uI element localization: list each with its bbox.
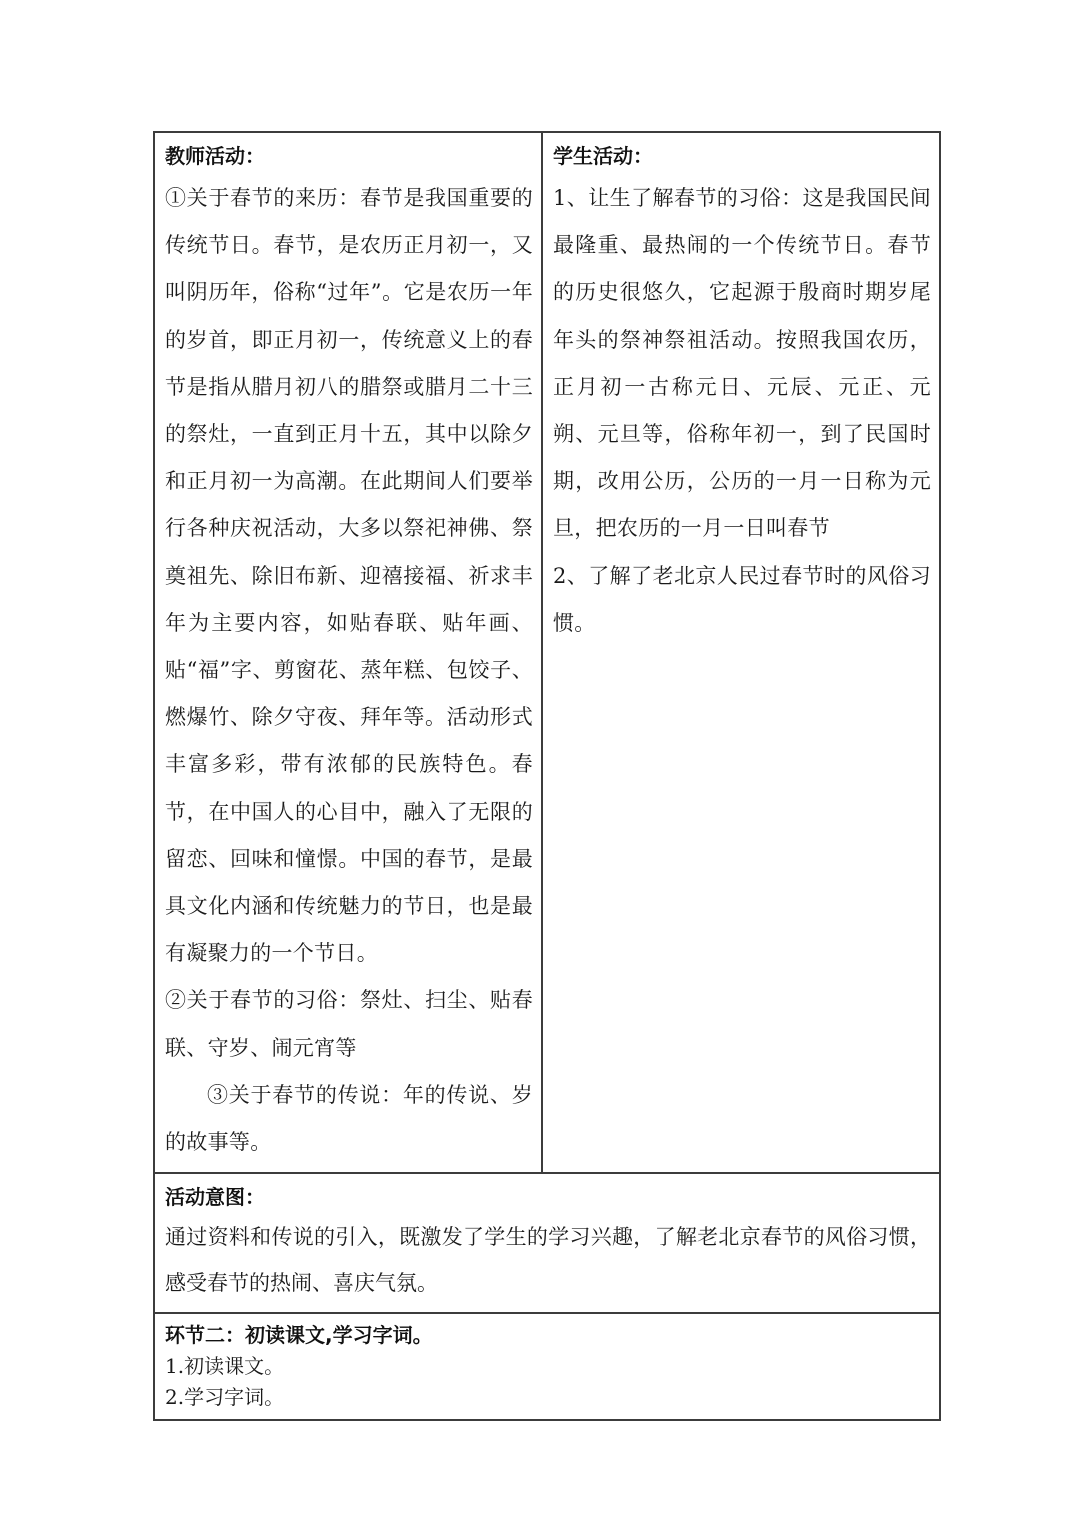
student-paragraph-1: 1、让生了解春节的习俗：这是我国民间最隆重、最热闹的一个传统节日。春节的历史很悠久，它起源于殷商时期岁尾年头的祭神祭祖活动。按照我国农历，正月初一古称元日、元辰、元正、元朔、元旦等，俗称年初一，到了民国时期，改用公历，公历的一月一日称为元旦，把农历的一月一日叫春节 (553, 186, 931, 541)
step-item-1: 1.初读课文。 (165, 1354, 285, 1379)
teacher-paragraph-origin: ①关于春节的来历：春节是我国重要的传统节日。春节，是农历正月初一，又叫阴历年，俗称“过年”。它是农历一年的岁首，即正月初一，传统意义上的春节是指从腊月初八的腊祭或腊月二十三的祭灶，一直到正月十五，其中以除夕和正月初一为高潮。在此期间人们要举行各种庆祝活动，大多以祭祀神佛、祭奠祖先、除旧布新、迎禧接福、祈求丰年为主要内容，如贴春联、贴年画、贴“福”字、剪窗花、蒸年糕、包饺子、燃爆竹、除夕守夜、拜年等。活动形式丰富多彩，带有浓郁的民族特色。春节，在中国人的心目中，融入了无限的留恋、回味和憧憬。中国的春节，是最具文化内涵和传统魅力的节日，也是最有凝聚力的一个节日。 (165, 186, 533, 966)
teacher-paragraph-customs: ②关于春节的习俗：祭灶、扫尘、贴春联、守岁、闹元宵等 (165, 988, 533, 1060)
activity-intent-cell (154, 1173, 940, 1313)
student-paragraph-2: 2、了解了老北京人民过春节时的风俗习惯。 (553, 563, 931, 635)
step-two-heading: 环节二：初读课文,学习字词。 (165, 1323, 433, 1348)
student-activity-cell (542, 132, 940, 1173)
teacher-paragraph-legend: ③关于春节的传说：年的传说、岁的故事等。 (165, 1082, 533, 1155)
teacher-activity-heading: 教师活动： (165, 144, 265, 168)
lesson-plan-table (153, 131, 941, 1421)
student-activity-heading: 学生活动： (553, 144, 653, 168)
step-two-cell (154, 1313, 940, 1420)
activity-intent-heading: 活动意图： (165, 1185, 265, 1210)
teacher-activity-cell (154, 132, 542, 1173)
step-item-2: 2.学习字词。 (165, 1385, 285, 1410)
step-row (154, 1313, 940, 1420)
activities-row (154, 132, 940, 1173)
intent-row (154, 1173, 940, 1313)
activity-intent-text: 通过资料和传说的引入，既激发了学生的学习兴趣，了解老北京春节的风俗习惯，感受春节的热闹、喜庆气氛。 (165, 1225, 931, 1296)
